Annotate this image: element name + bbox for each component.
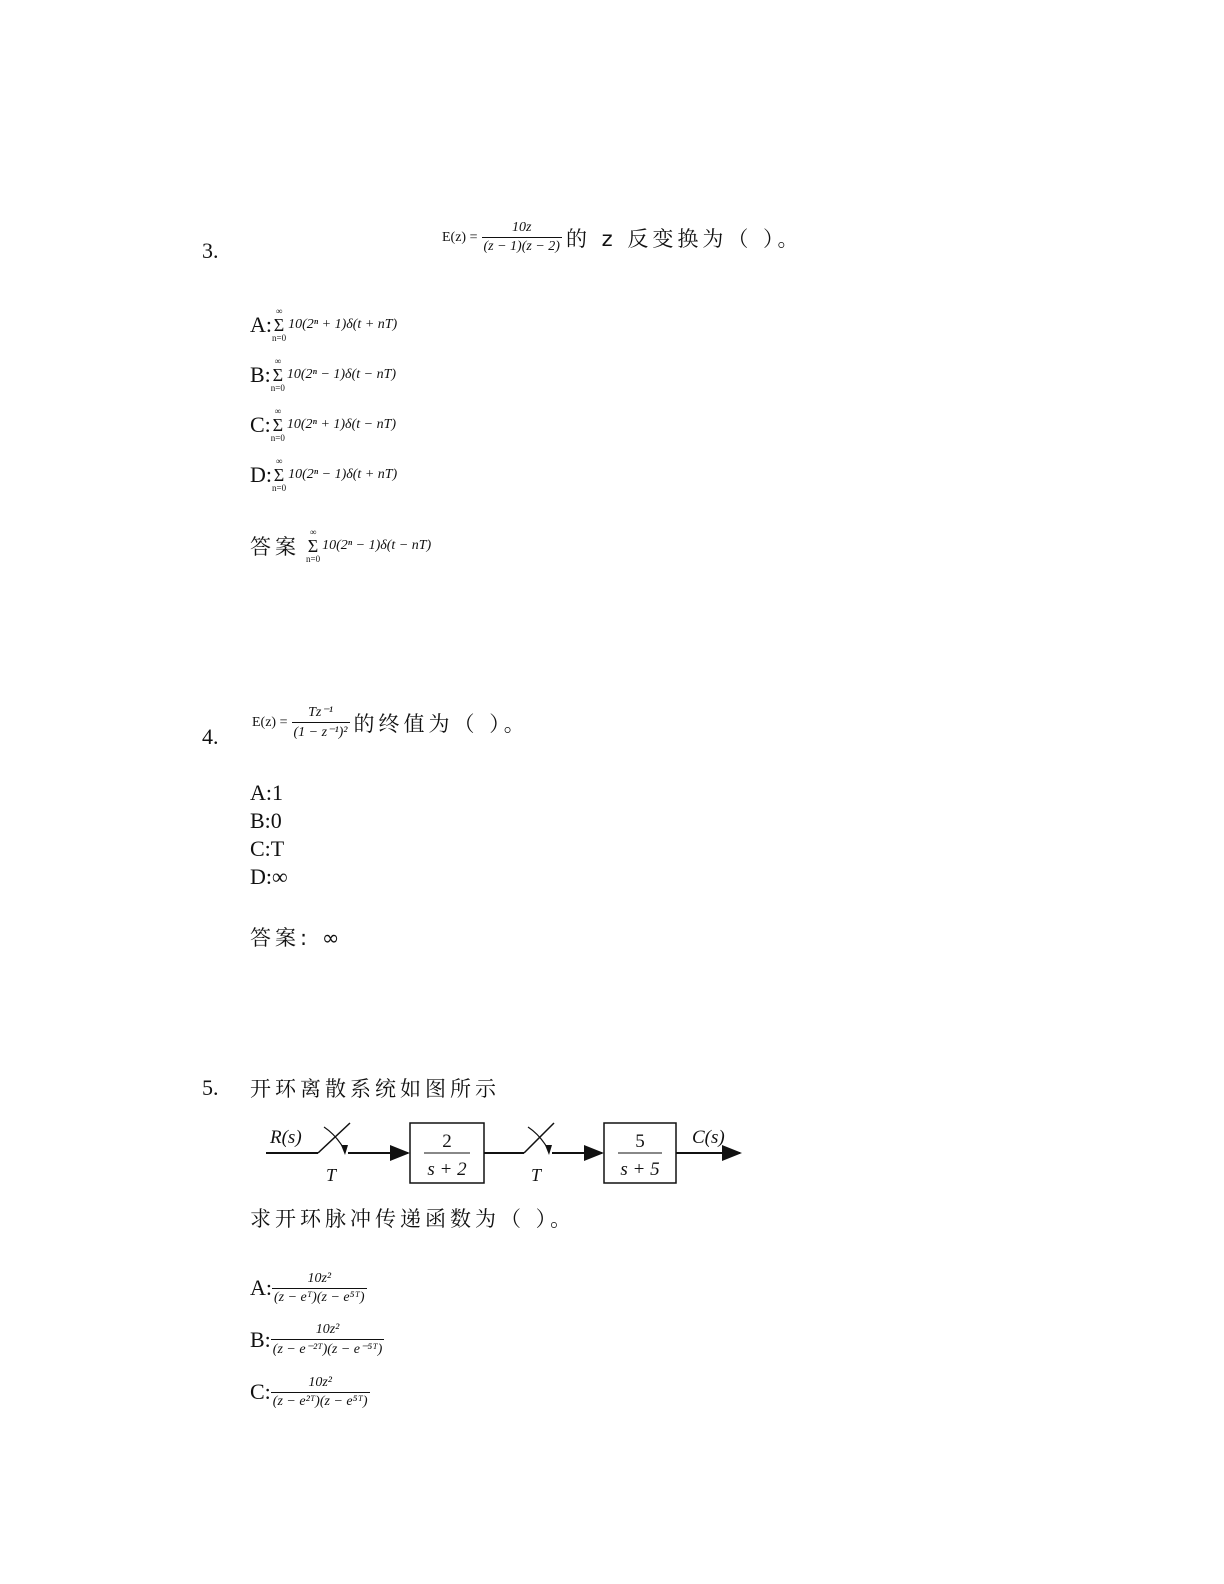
q3-formula-denominator: (z − 1)(z − 2) (483, 239, 560, 254)
q4-formula-fraction (292, 704, 350, 741)
q3-option-a[interactable] (250, 300, 397, 350)
sampler-1-arrow (341, 1145, 348, 1155)
input-label: R(s) (270, 1127, 302, 1148)
q3-option-d[interactable] (250, 450, 397, 500)
q4-option-a[interactable]: A:1 (250, 780, 283, 805)
answer-expression: 10(2ⁿ − 1)δ(t − nT) (322, 538, 432, 553)
sampler-1-label: T (326, 1165, 337, 1185)
option-label: B: (250, 1327, 271, 1352)
option-expression: 10(2ⁿ + 1)δ(t − nT) (286, 417, 397, 432)
q5-option-c[interactable] (250, 1366, 384, 1418)
q5-number: 5. (202, 1075, 219, 1100)
option-fraction: $\frac{\text{10z²}}{\text{(z − eᵀ)(z − e⁵ᵀ)}}$ (274, 1270, 365, 1305)
option-label: C: (250, 412, 271, 437)
option-label: C: (250, 1379, 271, 1404)
sigma-icon: ∞ Σ n=0 (272, 456, 287, 493)
q4-number: 4. (202, 724, 219, 749)
block-1-numerator: 2 (442, 1131, 452, 1152)
block-1-denominator: s + 2 (427, 1159, 467, 1180)
block-diagram-svg (262, 1115, 752, 1195)
q4-formula-denominator: (1 − z⁻¹)² (292, 722, 350, 741)
block-2-numerator: 5 (635, 1131, 645, 1152)
option-expression: 10(2ⁿ − 1)δ(t − nT) (286, 367, 397, 382)
option-label: A: (250, 1275, 272, 1300)
q4-answer: 答案: ∞ (250, 926, 344, 950)
q3-stem (442, 220, 803, 255)
answer-label: 答案 (250, 535, 300, 559)
option-label: B: (250, 362, 271, 387)
option-expression: 10(2ⁿ + 1)δ(t + nT) (288, 317, 398, 332)
q3-option-c[interactable] (250, 400, 397, 450)
q3-formula-lhs: E(z) = (442, 229, 478, 245)
q5-stem: 开环离散系统如图所示 (250, 1077, 500, 1101)
q4-formula-lhs: E(z) = (252, 714, 288, 730)
q4-options (250, 779, 288, 891)
q3-formula-fraction (482, 220, 562, 255)
q5-question: 求开环脉冲传递函数为（ ）。 (250, 1207, 576, 1231)
option-fraction: $\frac{\text{10z²}}{\text{(z − e²ᵀ)(z − e⁵ᵀ)}}$ (272, 1374, 368, 1409)
q3-option-b[interactable] (250, 350, 397, 400)
q4-stem-suffix: 的终值为（ ）。 (353, 711, 529, 736)
q5-option-a[interactable] (250, 1262, 384, 1314)
option-fraction: $\frac{\text{10z²}}{\text{(z − e⁻²ᵀ)(z − e⁻⁵ᵀ)}}$ (272, 1322, 383, 1357)
q3-answer (250, 528, 431, 564)
option-label: A: (250, 312, 272, 337)
q4-option-d[interactable]: D:∞ (250, 864, 288, 889)
q5-option-b[interactable] (250, 1314, 384, 1366)
sampler-2-arrow (545, 1145, 552, 1155)
q3-stem-suffix: 的 z 反变换为（ ）。 (565, 226, 803, 251)
q4-option-b[interactable]: B:0 (250, 808, 282, 833)
option-label: D: (250, 462, 272, 487)
sampler-2-label: T (531, 1165, 542, 1185)
q4-option-c[interactable]: C:T (250, 836, 285, 861)
option-expression: 10(2ⁿ − 1)δ(t + nT) (288, 467, 398, 482)
block-diagram (262, 1115, 752, 1195)
block-2-denominator: s + 5 (620, 1159, 660, 1180)
q3-number: 3. (202, 238, 219, 263)
output-label: C(s) (692, 1127, 725, 1148)
sigma-icon: ∞ Σ n=0 (270, 406, 285, 443)
q4-formula-numerator: Tz⁻¹ (308, 705, 333, 720)
q3-options (250, 300, 397, 500)
sigma-icon: ∞ Σ n=0 (306, 527, 321, 564)
q4-stem (252, 704, 529, 741)
sigma-icon: ∞ Σ n=0 (272, 306, 287, 343)
q5-options (250, 1262, 384, 1418)
sigma-icon: ∞ Σ n=0 (270, 356, 285, 393)
q3-formula-numerator: 10z (512, 220, 532, 235)
